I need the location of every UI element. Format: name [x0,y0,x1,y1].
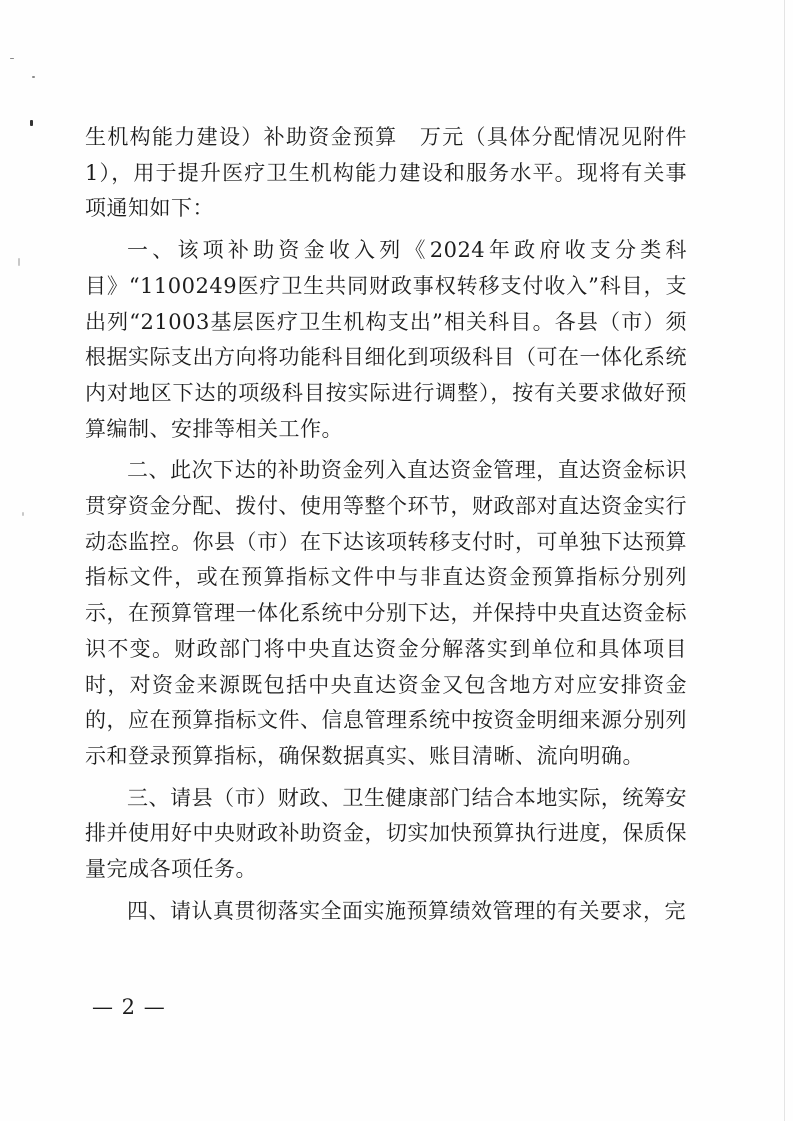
scan-mark [30,120,33,126]
scan-mark [10,58,14,59]
scan-edge [784,0,785,1121]
document-body [85,120,687,929]
scan-mark [18,258,20,266]
scan-mark [32,76,35,78]
paragraph-item-2: 二、此次下达的补助资金列入直达资金管理，直达资金标识贯穿资金分配、拨付、使用等整个环节，财政部对直达资金实行动态监控。你县（市）在下达该项转移支付时，可单独下达预算指标文件，或在预算指标文件中与非直达资金预算指标分别列示，在预算管理一体化系统中分别下达，并保持中央直达资金标识不变。财政部门将中央直达资金分解落实到单位和具体项目时，对资金来源既包括中央直达资金又包含地方对应安排资金的，应在预算指标文件、信息管理系统中按资金明细来源分别列示和登录预算指标，确保数据真实、账目清晰、流向明确。 [85,458,687,768]
paragraph-item-4: 四、请认真贯彻落实全面实施预算绩效管理的有关要求，完 [127,898,686,923]
paragraph-intro: 生机构能力建设）补助资金预算 万元（具体分配情况见附件1），用于提升医疗卫生机构能力建设和服务水平。现将有关事项通知如下： [85,125,687,221]
paragraph-item-3: 三、请县（市）财政、卫生健康部门结合本地实际，统筹安排并使用好中央财政补助资金，切实加快预算执行进度，保质保量完成各项任务。 [85,785,687,882]
scan-mark [22,512,24,516]
paragraph-item-1: 一、该项补助资金收入列《2024年政府收支分类科目》“1100249医疗卫生共同财政事权转移支付收入”科目，支出列“21003基层医疗卫生机构支出”相关科目。各县（市）须根据实际支出方向将功能科目细化到项级科目（可在一体化系统内对地区下达的项级科目按实际进行调整），按有关要求做好预算编制、安排等相关工作。 [85,238,687,441]
page-number: — 2 — [92,995,166,1019]
